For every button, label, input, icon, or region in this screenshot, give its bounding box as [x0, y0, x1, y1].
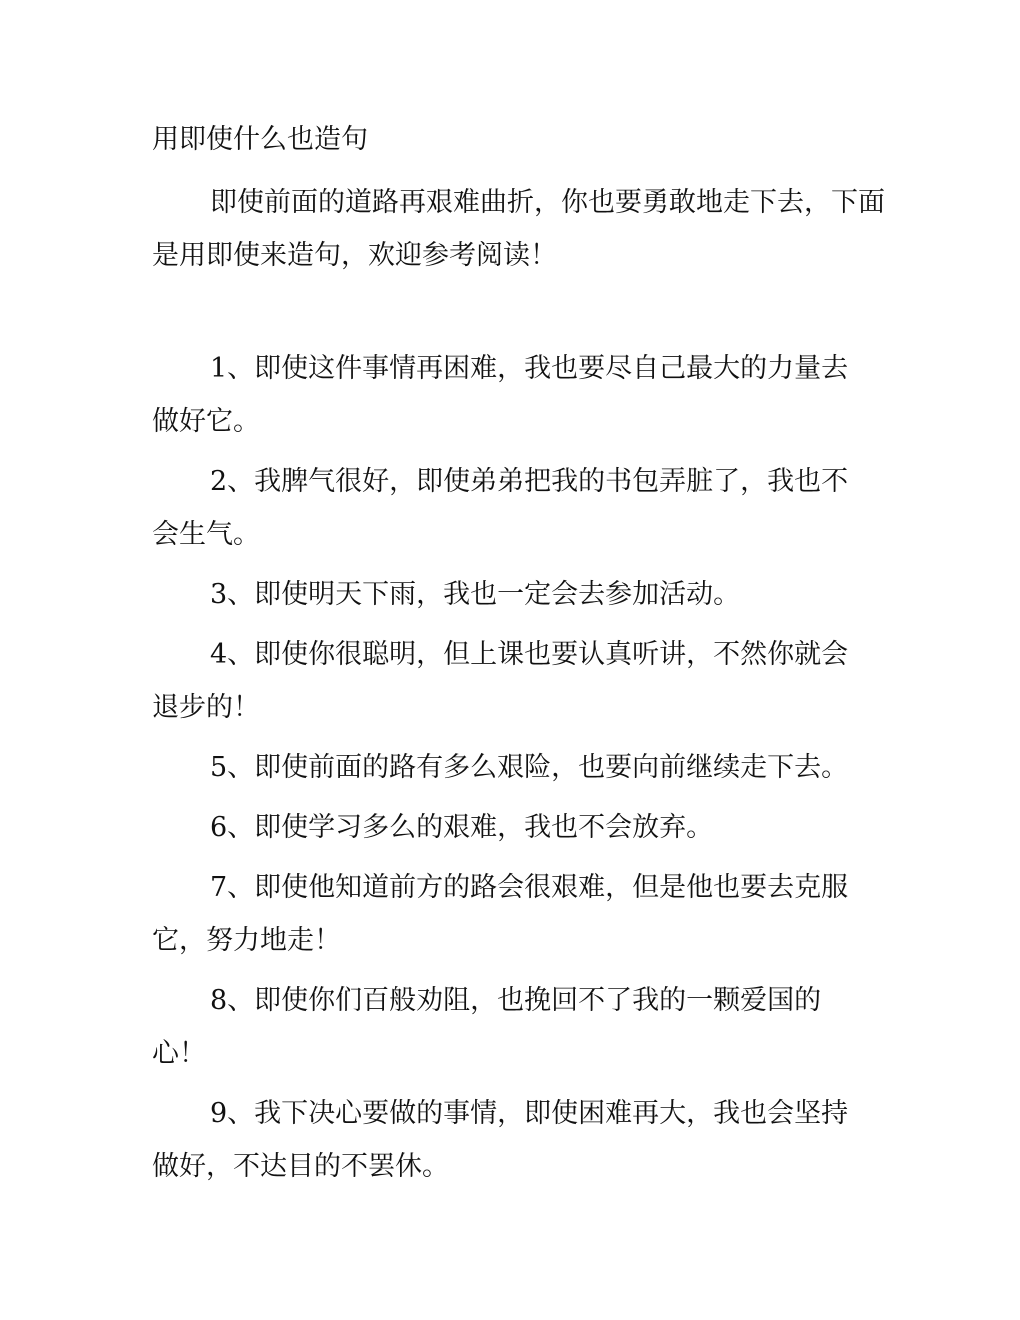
list-item: 5、即使前面的路有多么艰险，也要向前继续走下去。	[210, 752, 849, 783]
list-item: 9、我下决心要做的事情，即使困难再大，我也会坚持做好，不达目的不罢休。	[152, 1098, 849, 1182]
list-item: 7、即使他知道前方的路会很艰难，但是他也要去克服它，努力地走！	[152, 872, 849, 956]
intro-paragraph: 即使前面的道路再艰难曲折，你也要勇敢地走下去，下面是用即使来造句，欢迎参考阅读！	[152, 187, 885, 271]
list-item: 3、即使明天下雨，我也一定会去参加活动。	[210, 579, 741, 610]
document-title: 用即使什么也造句	[152, 124, 368, 155]
list-item: 6、即使学习多么的艰难，我也不会放弃。	[210, 812, 714, 843]
list-item: 2、我脾气很好，即使弟弟把我的书包弄脏了，我也不会生气。	[152, 466, 849, 550]
example-sentence-list	[152, 342, 864, 1200]
list-item: 4、即使你很聪明，但上课也要认真听讲，不然你就会退步的！	[152, 639, 849, 723]
list-item: 8、即使你们百般劝阻，也挽回不了我的一颗爱国的心！	[152, 985, 822, 1069]
list-item: 1、即使这件事情再困难，我也要尽自己最大的力量去做好它。	[152, 353, 849, 437]
